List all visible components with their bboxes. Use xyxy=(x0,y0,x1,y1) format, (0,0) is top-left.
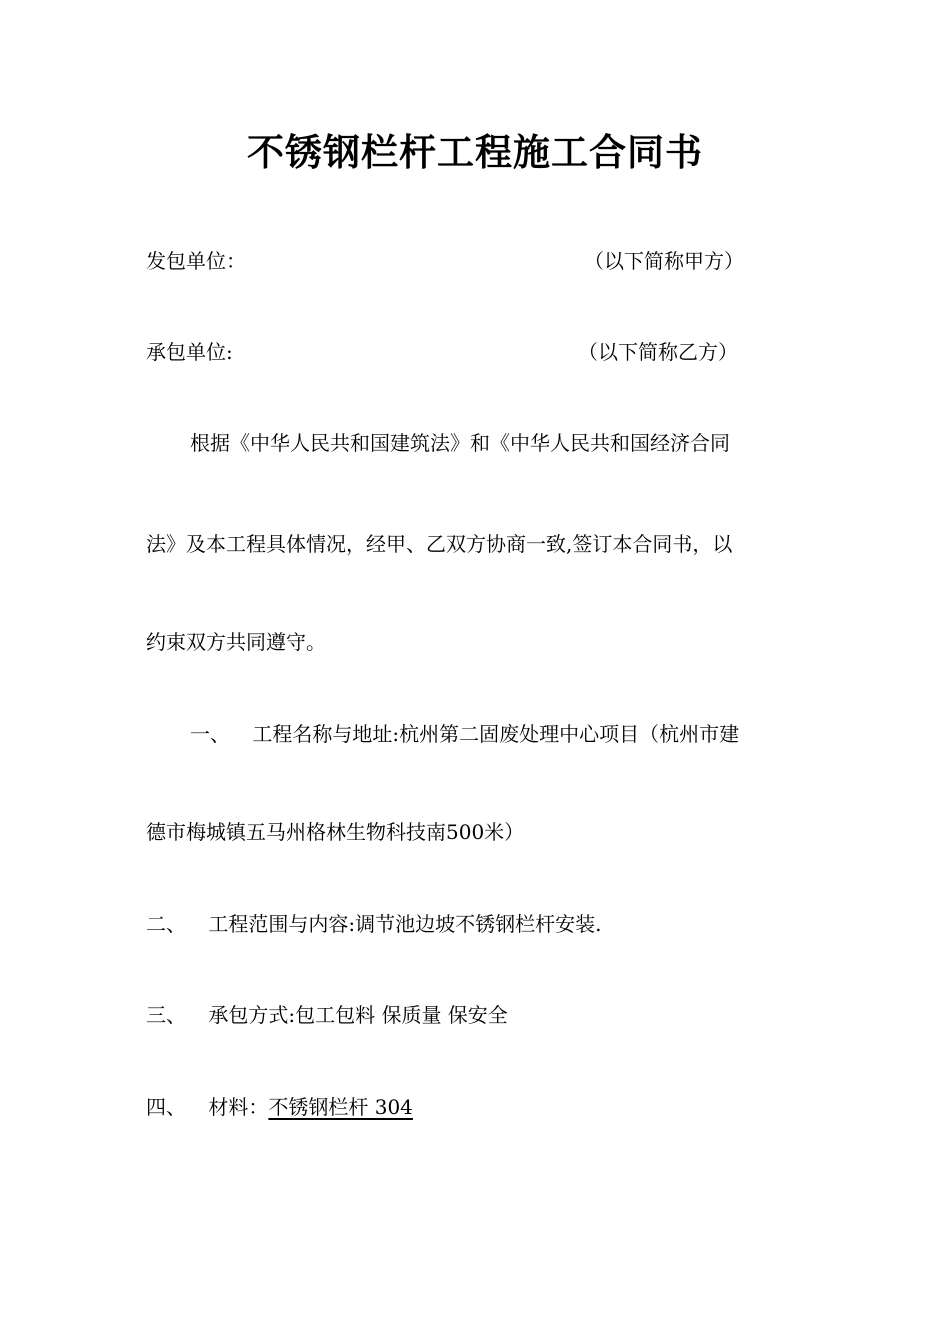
contractor-note: （以下简称乙方） xyxy=(578,340,738,364)
clause-1-number: 一、 xyxy=(190,722,230,746)
employer-note: （以下简称甲方） xyxy=(584,249,744,273)
employer-label: 发包单位： xyxy=(146,249,246,273)
clause-2 xyxy=(146,910,808,938)
intro-line-1: 根据《中华人民共和国建筑法》和《中华人民共和国经济合同 xyxy=(190,431,730,455)
contractor-label: 承包单位: xyxy=(146,340,233,364)
clause-1 xyxy=(146,720,852,748)
clause-4-label: 材料： xyxy=(208,1095,269,1119)
clause-2-number: 二、 xyxy=(146,912,186,936)
clause-3 xyxy=(146,1001,808,1029)
clause-4-number: 四、 xyxy=(146,1095,186,1119)
clause-3-number: 三、 xyxy=(146,1003,186,1027)
clause-4 xyxy=(146,1093,808,1121)
document-title: 不锈钢栏杆工程施工合同书 xyxy=(247,130,703,174)
clause-1-continued: 德市梅城镇五马州格林生物科技南500米） xyxy=(146,820,525,844)
intro-line-3: 约束双方共同遵守。 xyxy=(146,630,326,654)
intro-line-2: 法》及本工程具体情况，经甲、乙双方协商一致,签订本合同书，以 xyxy=(146,532,733,556)
clause-2-text: 工程范围与内容:调节池边坡不锈钢栏杆安装. xyxy=(208,912,602,936)
clause-1-text: 工程名称与地址:杭州第二固废处理中心项目（杭州市建 xyxy=(252,722,740,746)
clause-3-text: 承包方式:包工包料 保质量 保安全 xyxy=(208,1003,508,1027)
clause-4-value: 不锈钢栏杆 304 xyxy=(268,1095,413,1119)
